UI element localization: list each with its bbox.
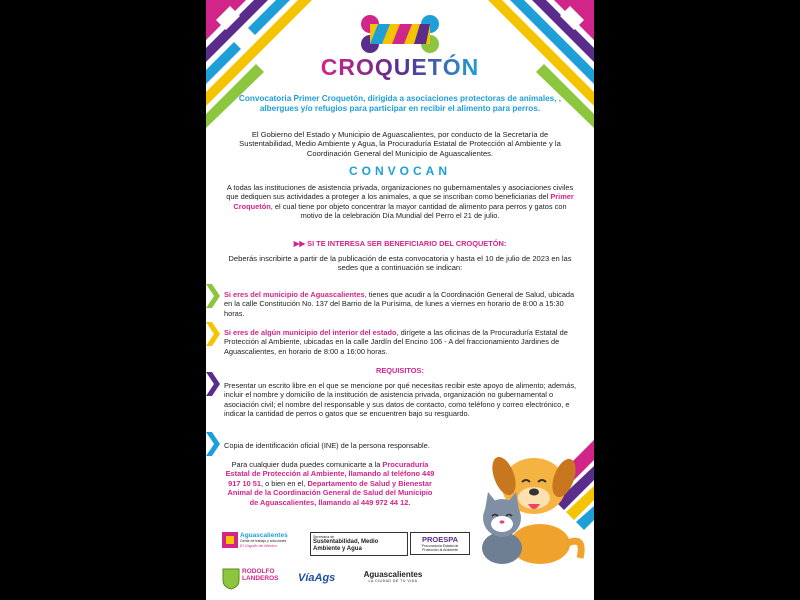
chevron-cyan-icon — [206, 432, 220, 456]
poster — [206, 0, 594, 600]
invitation-text-part: , el cual tiene por objeto concentrar la mayor cantidad de alimento para perros y gatos con motivo de la celebración Día Mundial del Perro el 21 de julio. — [270, 201, 567, 220]
contact-info — [224, 460, 436, 507]
invitation-text-part: A todas las instituciones de asistencia privada, organizaciones no gubernamentales y asociaciones civiles que dediquen sus actividades a proteger a los animales, a que se inscriban como beneficiarias del — [226, 183, 574, 202]
wordmark-text: CROQUETÓN — [320, 54, 480, 80]
invitation-text — [224, 183, 576, 220]
logo-proespa — [410, 532, 470, 555]
requirement-letter: Presentar un escrito libre en el que se mencione por qué necesitas recibir este apoyo de alimento; además, incluir el nombre y domicilio de la institución de asistencia privada, organización no gubernamental o asociación civil; el nombre del responsable y sus datos de contacto, como teléfono y correo electrónico, e indicar la cantidad de perros o gatos que se encuentren bajo su resguardo. — [224, 381, 577, 418]
logo-ags-state — [222, 532, 288, 548]
secretaria-name: Sustentabilidad, Medio Ambiente y Agua — [313, 539, 379, 552]
contact-agency-1: Procuraduría Estatal de Protección al Ambiente, llamando al teléfono 449 917 10 51 — [225, 460, 435, 488]
ags-state-tag: El Orgullo de México — [240, 543, 277, 548]
logo-secretaria — [310, 532, 408, 556]
rodolfo-name: RODOLFO LANDEROS — [242, 568, 279, 582]
logo-ags-city — [354, 570, 432, 583]
ags-state-sub: Gente de trabajo y soluciones — [240, 539, 287, 543]
croqueton-wordmark — [206, 54, 594, 81]
rodolfo-shield-icon — [222, 568, 240, 590]
registration-text: Deberás inscribirte a partir de la publicación de esta convocatoria y hasta el 10 de julio de 2023 en las sedes que a continuación se indican: — [228, 254, 572, 273]
contact-intro: Para cualquier duda puedes comunicarte a la — [231, 460, 381, 469]
chevron-purple-icon — [206, 372, 220, 396]
secretaria-small: Secretaría de — [313, 535, 335, 539]
location-interior — [224, 328, 582, 356]
invitation-highlight: Primer Croquetón — [233, 192, 574, 211]
location-municipality — [224, 290, 582, 318]
chevron-yellow-icon — [206, 322, 220, 346]
chevron-green-icon — [206, 284, 220, 308]
proespa-name: PROESPA — [421, 535, 459, 544]
lead-text: Convocatoria Primer Croquetón, dirigida a asociaciones protectoras de animales, , albergues y/o refugios para participar en recibir el alimento para perros. — [238, 94, 562, 113]
proespa-sub: Procuraduría Estatal de Protección al Ambiente — [421, 544, 459, 552]
contact-middle: , o bien en el, — [260, 478, 306, 488]
interest-heading — [224, 239, 576, 248]
footer-logos — [206, 526, 594, 600]
chevron-right-icon: ▶▶ — [293, 239, 306, 248]
logo-rodolfo — [222, 568, 282, 590]
logo-viaags: VíaAgs — [298, 572, 336, 584]
ags-city-sub: LA CIUDAD DE TU VIDA — [368, 579, 418, 583]
bone-icon — [360, 14, 440, 54]
intro-text: El Gobierno del Estado y Municipio de Aguascalientes, por conducto de la Secretaría de Sustentabilidad, Medio Ambiente y Agua, la Procuraduría Estatal de Protección al Ambiente y la Coordinación General del Municipio de Aguascalientes. — [239, 130, 561, 158]
ags-city-name: Aguascalientes — [363, 570, 423, 579]
croqueton-logo — [206, 14, 594, 59]
convocan-heading: CONVOCAN — [348, 164, 451, 178]
interest-heading-text: SI TE INTERESA SER BENEFICIARIO DEL CROQUETÓN: — [307, 239, 507, 248]
ags-state-name: Aguascalientes — [240, 532, 288, 539]
location-municipality-text: , tienes que acudir a la Coordinación General de Salud, ubicada en la calle Constitución No. 137 del Barrio de la Purísima, de lunes a viernes en horario de 8:00 a 15:30 horas. — [224, 290, 575, 318]
requirement-id: Copia de identificación oficial (INE) de la persona responsable. — [224, 441, 430, 450]
location-municipality-highlight: Si eres del municipio de Aguascalientes — [224, 290, 365, 299]
contact-agency-2: Departamento de Salud y Bienestar Animal de la Coordinación General de Salud del Municipio de Aguascalientes, llamando al 449 972 44 12. — [227, 478, 433, 507]
requirements-heading: REQUISITOS: — [376, 366, 424, 375]
ags-state-logo-icon — [222, 532, 238, 548]
location-interior-highlight: Si eres de algún municipio del interior del estado — [224, 328, 397, 337]
location-interior-text: , dirígete a las oficinas de la Procuraduría Estatal de Protección al Ambiente, ubicadas en la calle Jardín del Encino 106 - A del fraccionamiento Jardines de Aguascalientes, en horario de 8:00 a 16:00 horas. — [224, 328, 568, 356]
